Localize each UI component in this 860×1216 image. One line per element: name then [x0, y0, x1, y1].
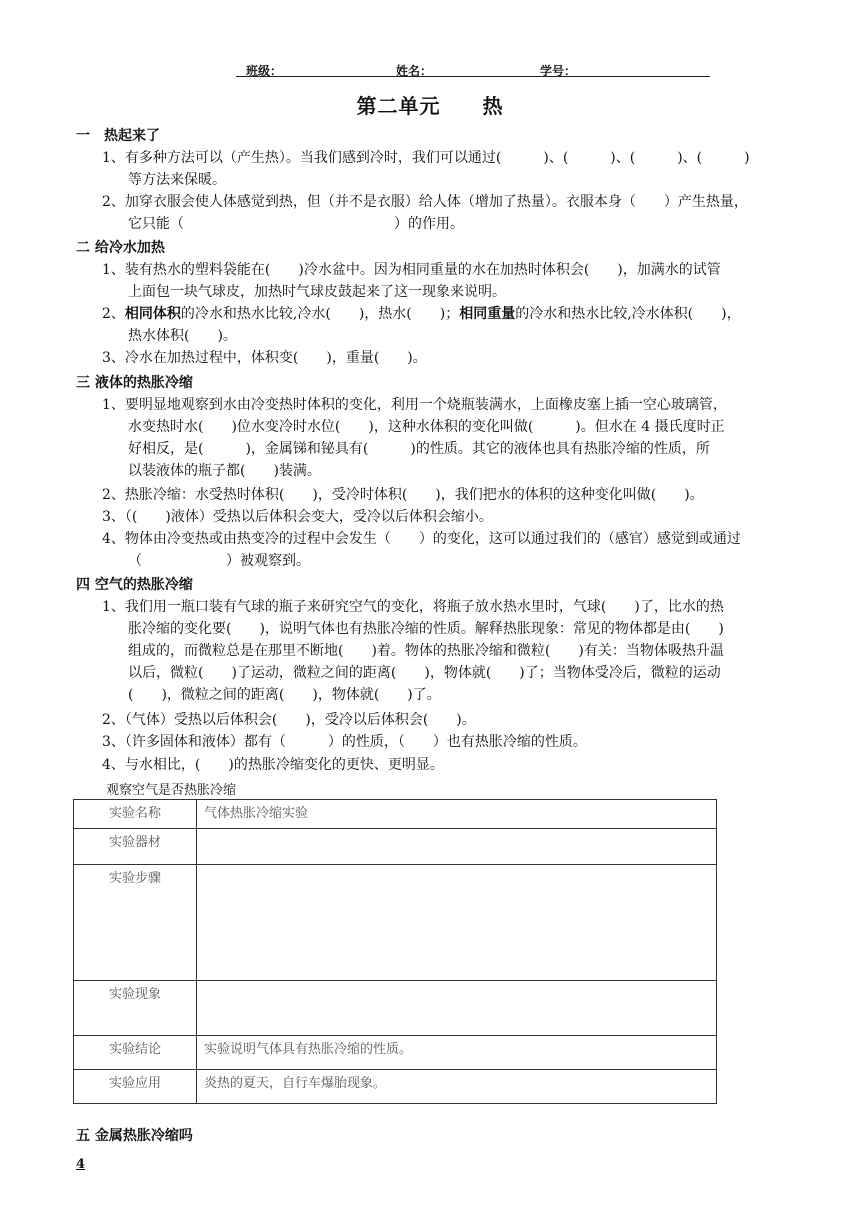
section-3-heading: 三 液体的热胀冷缩	[76, 375, 193, 391]
header-fields	[236, 62, 710, 77]
s1-item-2-line-1: 2、加穿衣服会使人体感觉到热，但（并不是衣服）给人体（增加了热量）。衣服本身（ ）产生热量，	[102, 194, 748, 210]
s3-item-1-line-4: 以装液体的瓶子都( )装满。	[128, 463, 321, 479]
s3-item-1-line-1: 1、要明显地观察到水由冷变热时体积的变化，利用一个烧瓶装满水，上面橡皮塞上插一空心玻璃管，	[102, 397, 727, 413]
s2-same-weight: 相同重量	[459, 306, 516, 322]
class-label: 班级：	[246, 64, 283, 78]
s2-item-2-mid-2: 的冷水和热水比较,冷水体积( )，	[515, 306, 741, 322]
s4-item-2: 2、（气体）受热以后体积会( )，受冷以后体积会( )。	[102, 712, 476, 728]
row-label: 实验应用	[74, 1070, 197, 1104]
s4-item-1-line-5: ( )，微粒之间的距离( )，物体就( )了。	[128, 687, 441, 703]
row-label: 实验现象	[74, 981, 197, 1036]
experiment-table	[73, 799, 717, 1104]
row-label: 实验步骤	[74, 865, 197, 981]
s3-item-2: 2、热胀冷缩：水受热时体积( )，受冷时体积( )，我们把水的体积的这种变化叫做( )。	[102, 487, 704, 503]
table-row	[74, 829, 717, 865]
student-id-label: 学号：	[540, 64, 577, 78]
name-label: 姓名：	[396, 64, 433, 78]
s4-item-1-line-3: 组成的，而微粒总是在那里不断地( )着。物体的热胀冷缩和微粒( )有关：当物体吸热升温	[128, 643, 724, 659]
s2-item-2-mid-1: 的冷水和热水比较,冷水( )，热水( )；	[180, 306, 460, 322]
s4-item-4: 4、与水相比，( )的热胀冷缩变化的更快、更明显。	[102, 757, 444, 773]
s3-item-1-line-2: 水变热时水( )位水变冷时水位( )，这种水体积的变化叫做( )。但水在 4 摄氏度时正	[128, 419, 725, 435]
s2-item-1-line-2: 上面包一块气球皮，加热时气球皮鼓起来了这一现象来说明。	[128, 284, 506, 300]
row-value: 实验说明气体具有热胀冷缩的性质。	[197, 1036, 717, 1070]
page-title: 第二单元 热	[356, 94, 504, 118]
row-label: 实验结论	[74, 1036, 197, 1070]
table-row	[74, 865, 717, 981]
s4-item-1-line-2: 胀冷缩的变化要( )，说明气体也有热胀冷缩的性质。解释热胀现象：常见的物体都是由( )	[128, 621, 724, 637]
table-caption: 观察空气是否热胀冷缩	[106, 783, 237, 798]
page-number: 4	[76, 1157, 86, 1172]
s4-item-1-line-4: 以后，微粒( )了运动，微粒之间的距离( )，物体就( )了；当物体受冷后，微粒的运动	[128, 665, 721, 681]
s2-item-2-line-2: 热水体积( )。	[128, 328, 237, 344]
row-value	[197, 981, 717, 1036]
s3-item-4-line-2: （ ）被观察到。	[128, 553, 310, 569]
s3-item-4-line-1: 4、物体由冷变热或由热变冷的过程中会发生（ ）的变化，这可以通过我们的（感官）感觉到或通过	[102, 531, 741, 547]
row-value	[197, 829, 717, 865]
row-value: 气体热胀冷缩实验	[197, 800, 717, 829]
row-label: 实验名称	[74, 800, 197, 829]
s2-item-3: 3、冷水在加热过程中，体积变( )，重量( )。	[102, 350, 427, 366]
section-2-heading: 二 给冷水加热	[76, 240, 165, 256]
section-4-heading: 四 空气的热胀冷缩	[76, 577, 193, 593]
table-row	[74, 981, 717, 1036]
s1-item-1-line-1: 1、有多种方法可以（产生热）。当我们感到冷时，我们可以通过( )、( )、( )、( )	[102, 150, 750, 166]
s4-item-3: 3、（许多固体和液体）都有（ ）的性质，（ ）也有热胀冷缩的性质。	[102, 734, 587, 750]
row-label: 实验器材	[74, 829, 197, 865]
table-row	[74, 800, 717, 829]
row-value	[197, 865, 717, 981]
table-row	[74, 1036, 717, 1070]
s2-item-2-prefix: 2、	[102, 306, 125, 322]
s3-item-1-line-3: 好相反，是( )，金属锑和铋具有( )的性质。其它的液体也具有热胀冷缩的性质，所	[128, 441, 710, 457]
s4-item-1-line-1: 1、我们用一瓶口装有气球的瓶子来研究空气的变化，将瓶子放水热水里时，气球( )了，比水的热	[102, 599, 724, 615]
s2-item-1-line-1: 1、装有热水的塑料袋能在( )冷水盆中。因为相同重量的水在加热时体积会( )，加满水的试管	[102, 262, 721, 278]
s2-same-volume: 相同体积	[124, 306, 181, 322]
s1-item-1-line-2: 等方法来保暖。	[128, 172, 226, 188]
table-row	[74, 1070, 717, 1104]
s1-item-2-line-2: 它只能（ ）的作用。	[128, 216, 464, 232]
section-1-heading: 一 热起来了	[76, 128, 160, 144]
row-value: 炎热的夏天，自行车爆胎现象。	[197, 1070, 717, 1104]
s3-item-3: 3、（( )液体）受热以后体积会变大，受冷以后体积会缩小。	[102, 509, 493, 525]
s2-item-2-line-1	[102, 303, 778, 325]
section-5-heading: 五 金属热胀冷缩吗	[76, 1128, 193, 1144]
